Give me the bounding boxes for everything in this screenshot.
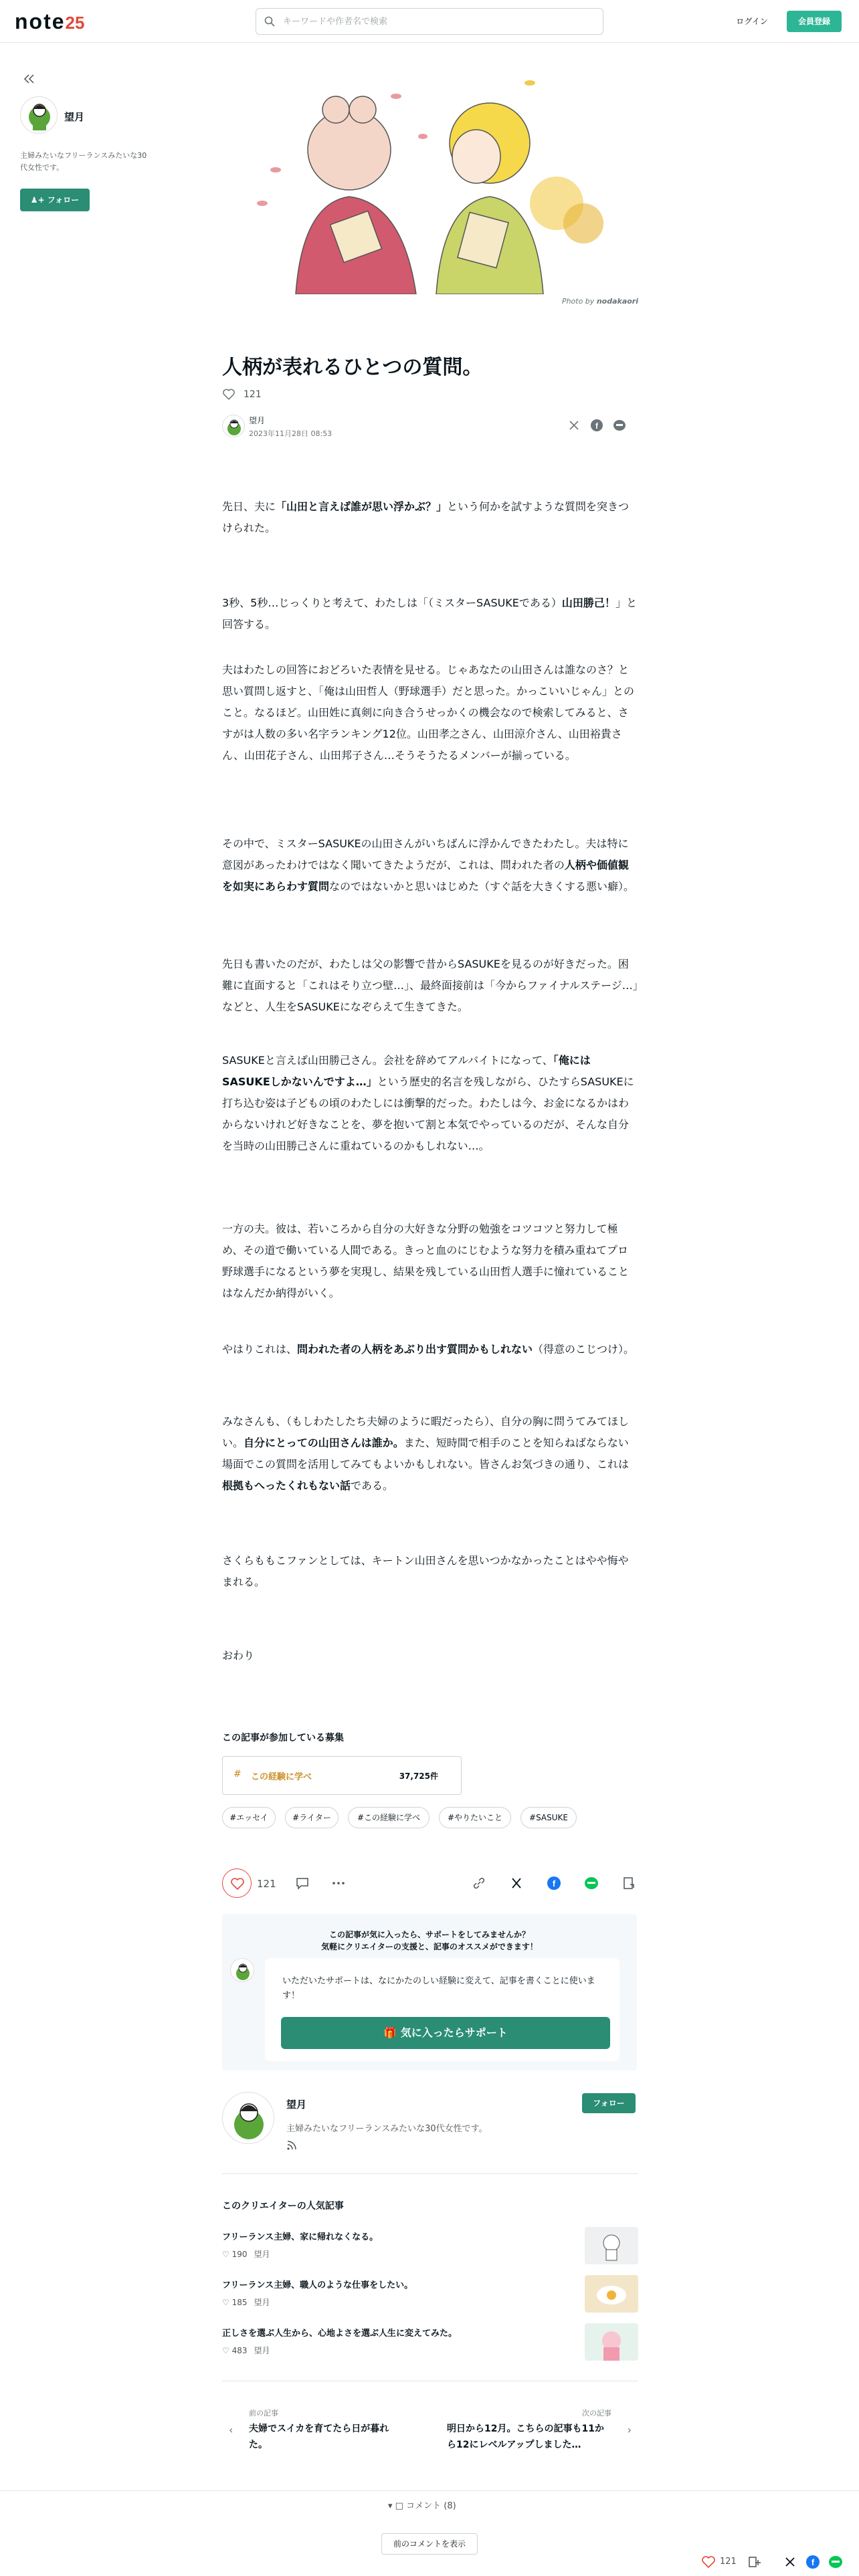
x-share-icon[interactable] xyxy=(567,419,582,433)
paragraph: さくらももこファンとしては、キートン山田さんを思いつかなかったことはやや悔やまれる。 xyxy=(222,1554,629,1588)
login-button[interactable]: ログイン xyxy=(736,17,768,26)
paragraph: その中で、ミスターSASUKEの山田さんがいちばんに浮かんできたわたし。夫は特に意図があったわけではなく聞いてきたようだが、これは、問われた者の人柄や価値観を如実にあらわす質問なのではないかと思いはじめた（すぐ話を大きくする悪い癖）。 xyxy=(222,837,635,893)
share-buttons-top xyxy=(567,419,641,435)
photo-credit: Photo by nodakaori xyxy=(561,297,638,306)
comments-toggle-label: コメント (8) xyxy=(406,2501,456,2511)
article-action-bar xyxy=(222,1866,638,1901)
sidebar-author-name[interactable]: 望月 xyxy=(64,111,85,123)
embed-icon[interactable] xyxy=(621,1875,637,1891)
popular-article-title: フリーランス主婦、家に帰れなくなる。 xyxy=(222,2232,379,2242)
contest-name: この経験に学べ xyxy=(251,1772,312,1782)
x-share-icon[interactable] xyxy=(783,2555,797,2569)
search-box[interactable] xyxy=(256,8,603,35)
heart-icon: ♡ xyxy=(222,2346,229,2355)
paragraph: 先日、夫に「山田と言えば誰が思い浮かぶ？」という何かを試すような質問を突きつけられた。 xyxy=(222,500,630,534)
comment-icon: □ xyxy=(395,2501,403,2511)
popular-article-title: 正しさを選ぶ人生から、心地よさを選ぶ人生に変えてみた。 xyxy=(222,2329,458,2339)
tag-item[interactable]: #ライター xyxy=(285,1807,339,1828)
profile-follow-button[interactable]: フォロー xyxy=(582,2093,636,2113)
site-header xyxy=(0,0,859,43)
paragraph: 3秒、5秒…じっくりと考えて、わたしは「（ミスターSASUKEである）山田勝己！」と回答する。 xyxy=(222,597,637,631)
comments-divider xyxy=(0,2490,859,2491)
tag-item[interactable]: #やりたいこと xyxy=(439,1807,511,1828)
tag-item[interactable]: #エッセイ xyxy=(222,1807,276,1828)
photo-credit-name[interactable]: nodakaori xyxy=(596,297,638,306)
contest-card[interactable] xyxy=(222,1756,462,1795)
search-icon xyxy=(264,16,275,27)
sidebar-follow-label: フォロー xyxy=(47,195,80,205)
collapse-sidebar-icon[interactable] xyxy=(23,72,36,86)
article-like-summary[interactable] xyxy=(222,388,262,401)
paragraph: 夫はわたしの回答におどろいた表情を見せる。じゃあなたの山田さんは誰なのさ？と思い質問し返すと、「俺は山田哲人（野球選手）だと思った。かっこいいじゃん」とのこと。なるほど。山田姓に真剣に向き合うせっかくの機会なので検索してみると、さすがは人数の多い名字ランキング12位。山田孝之さん、山田涼介さん、山田裕貴さん、山田花子さん、山田邦子さん…そうそうたるメンバーが揃っている。 xyxy=(222,663,635,762)
popular-article-thumbnail xyxy=(585,2323,638,2361)
note-logo[interactable]: note25 xyxy=(15,9,85,33)
line-share-icon[interactable] xyxy=(583,1875,599,1891)
show-previous-comments-button[interactable]: 前のコメントを表示 xyxy=(381,2533,478,2555)
paragraph: 先日も書いたのだが、わたしは父の影響で昔からSASUKEを見るのが好きだった。困難に直面すると「これはそり立つ壁…」、最終面接前は「今からファイナルステージ…」などと、人生をSASUKEになぞらえて生きてきた。 xyxy=(222,958,638,1013)
prev-article-title: 夫婦でスイカを育てたら日が暮れた。 xyxy=(249,2424,389,2450)
sidebar-author-bio: 主婦みたいなフリーランスみたいな30代女性です。 xyxy=(20,151,147,172)
popular-article-title: フリーランス主婦、職人のような仕事をしたい。 xyxy=(222,2280,413,2290)
contest-heading: この記事が参加している募集 xyxy=(222,1733,344,1743)
popular-article-meta: ♡ 483 望月 xyxy=(222,2346,270,2355)
popular-article-thumbnail xyxy=(585,2275,638,2313)
heart-icon[interactable] xyxy=(701,2555,716,2569)
hero-image xyxy=(222,70,638,294)
heart-icon: ♡ xyxy=(222,2250,229,2259)
article-title: 人柄が表れるひとつの質問。 xyxy=(222,356,483,379)
search-input[interactable] xyxy=(283,14,591,29)
hashtag-icon: # xyxy=(233,1769,242,1780)
profile-name[interactable]: 望月 xyxy=(286,2099,307,2111)
floating-action-bar xyxy=(696,2548,859,2576)
floating-like-count: 121 xyxy=(720,2557,737,2567)
divider xyxy=(222,2173,638,2174)
paragraph: SASUKEと言えば山田勝己さん。会社を辞めてアルバイトになって、「俺にはSASUKEしかないんですよ…」という歴史的名言を残しながら、ひたすらSASUKEに打ち込む姿は子どもの頃のわたしには衝撃的だった。わたしは今、お金になるかはわからないけれど好きなことを、夢を抱いて割と本気でやっているのだが、そんな自分を当時の山田勝己さんに重ねているのかもしれない…。 xyxy=(222,1054,634,1152)
profile-bio: 主婦みたいなフリーランスみたいな30代女性です。 xyxy=(286,2124,488,2134)
paragraph: みなさんも、（もしわたしたち夫婦のように暇だったら）、自分の胸に問うてみてほしい。自分にとっての山田さんは誰か。また、短時間で相手のことを知らねばならない場面でこの質問を活用してみてもよいかもしれない。皆さんお気づきの通り、これは根拠もへったくれもない話である。 xyxy=(222,1415,630,1492)
contest-count: 37,725件 xyxy=(399,1772,438,1781)
like-count: 121 xyxy=(257,1878,276,1890)
support-box xyxy=(222,1914,637,2070)
line-share-icon[interactable] xyxy=(613,419,628,433)
facebook-share-icon[interactable] xyxy=(805,2555,820,2569)
next-article-link[interactable] xyxy=(434,2394,638,2461)
comment-icon[interactable] xyxy=(294,1875,310,1891)
tag-item[interactable]: #この経験に学べ xyxy=(348,1807,430,1828)
x-share-icon[interactable] xyxy=(508,1875,524,1891)
like-button[interactable] xyxy=(222,1868,252,1898)
support-subheading: 気軽にクリエイターの支援と、記事のオススメができます！ xyxy=(321,1942,538,1951)
prev-article-link[interactable] xyxy=(222,2394,427,2461)
prev-article-label: 前の記事 xyxy=(249,2409,278,2418)
author-name[interactable]: 望月 xyxy=(249,416,266,425)
next-article-title: 明日から12月。こちらの記事も11から12にレベルアップしました… xyxy=(447,2424,604,2450)
support-heading: この記事が気に入ったら、サポートをしてみませんか？ xyxy=(328,1930,530,1939)
support-message-bubble xyxy=(265,1958,619,2061)
support-button-label: 気に入ったらサポート xyxy=(400,2026,508,2039)
profile-avatar[interactable] xyxy=(222,2092,274,2144)
facebook-share-icon[interactable] xyxy=(590,419,605,433)
sidebar-author-avatar[interactable] xyxy=(20,96,58,134)
signup-button[interactable]: 会員登録 xyxy=(787,11,842,32)
paragraph: おわり xyxy=(222,1649,255,1662)
svg-text:f: f xyxy=(811,2557,815,2567)
paragraph: 一方の夫。彼は、若いころから自分の大好きな分野の勉強をコツコツと努力して極め、その道で働いている人間である。きっと血のにじむような努力を積み重ねてプロ野球選手になるという夢を実現し、結果を残している山田哲人選手に憧れていることはなんだか納得がいく。 xyxy=(222,1222,630,1299)
chevron-right-icon: › xyxy=(627,2424,632,2436)
sidebar-follow-button[interactable]: ♟+ フォロー xyxy=(20,189,90,211)
popular-heading: このクリエイターの人気記事 xyxy=(222,2201,344,2212)
gift-icon: 🎁 xyxy=(383,2026,397,2039)
popular-article-meta: ♡ 185 望月 xyxy=(222,2298,270,2307)
heart-icon xyxy=(230,1877,245,1891)
comments-toggle[interactable] xyxy=(388,2498,456,2511)
add-user-icon: ♟ xyxy=(30,195,38,205)
article-navigation xyxy=(222,2394,638,2461)
next-article-label: 次の記事 xyxy=(582,2409,611,2418)
logo-anniversary-mark: 25 xyxy=(65,13,85,33)
support-message: いただいたサポートは、なにかたのしい経験に変えて、記事を書くことに使います！ xyxy=(282,1976,595,2001)
paragraph: やはりこれは、問われた者の人柄をあぶり出す質問かもしれない（得意のこじつけ）。 xyxy=(222,1343,635,1356)
facebook-share-icon[interactable] xyxy=(546,1875,562,1891)
article-like-count: 121 xyxy=(244,389,262,400)
magazine-add-icon[interactable] xyxy=(747,2555,761,2569)
popular-article-thumbnail xyxy=(585,2227,638,2264)
popular-article[interactable] xyxy=(222,2227,638,2266)
svg-text:f: f xyxy=(552,1879,556,1889)
support-button[interactable] xyxy=(281,2017,610,2049)
popular-article[interactable] xyxy=(222,2323,638,2362)
heart-icon xyxy=(222,388,235,401)
popular-article-meta: ♡ 190 望月 xyxy=(222,2250,270,2259)
line-share-icon[interactable] xyxy=(828,2555,843,2569)
svg-text:f: f xyxy=(595,421,598,431)
popular-article[interactable] xyxy=(222,2275,638,2314)
rss-icon[interactable] xyxy=(286,2140,297,2151)
more-options-icon[interactable] xyxy=(330,1875,347,1891)
heart-icon: ♡ xyxy=(222,2298,229,2307)
publish-date: 2023年11月28日 08:53 xyxy=(249,429,332,438)
support-author-avatar xyxy=(230,1958,254,1982)
copy-link-icon[interactable] xyxy=(471,1875,487,1891)
tag-item[interactable]: #SASUKE xyxy=(520,1807,577,1828)
chevron-left-icon: ‹ xyxy=(229,2424,233,2436)
chevron-down-icon: ▾ xyxy=(388,2501,393,2511)
author-avatar[interactable] xyxy=(222,415,245,437)
